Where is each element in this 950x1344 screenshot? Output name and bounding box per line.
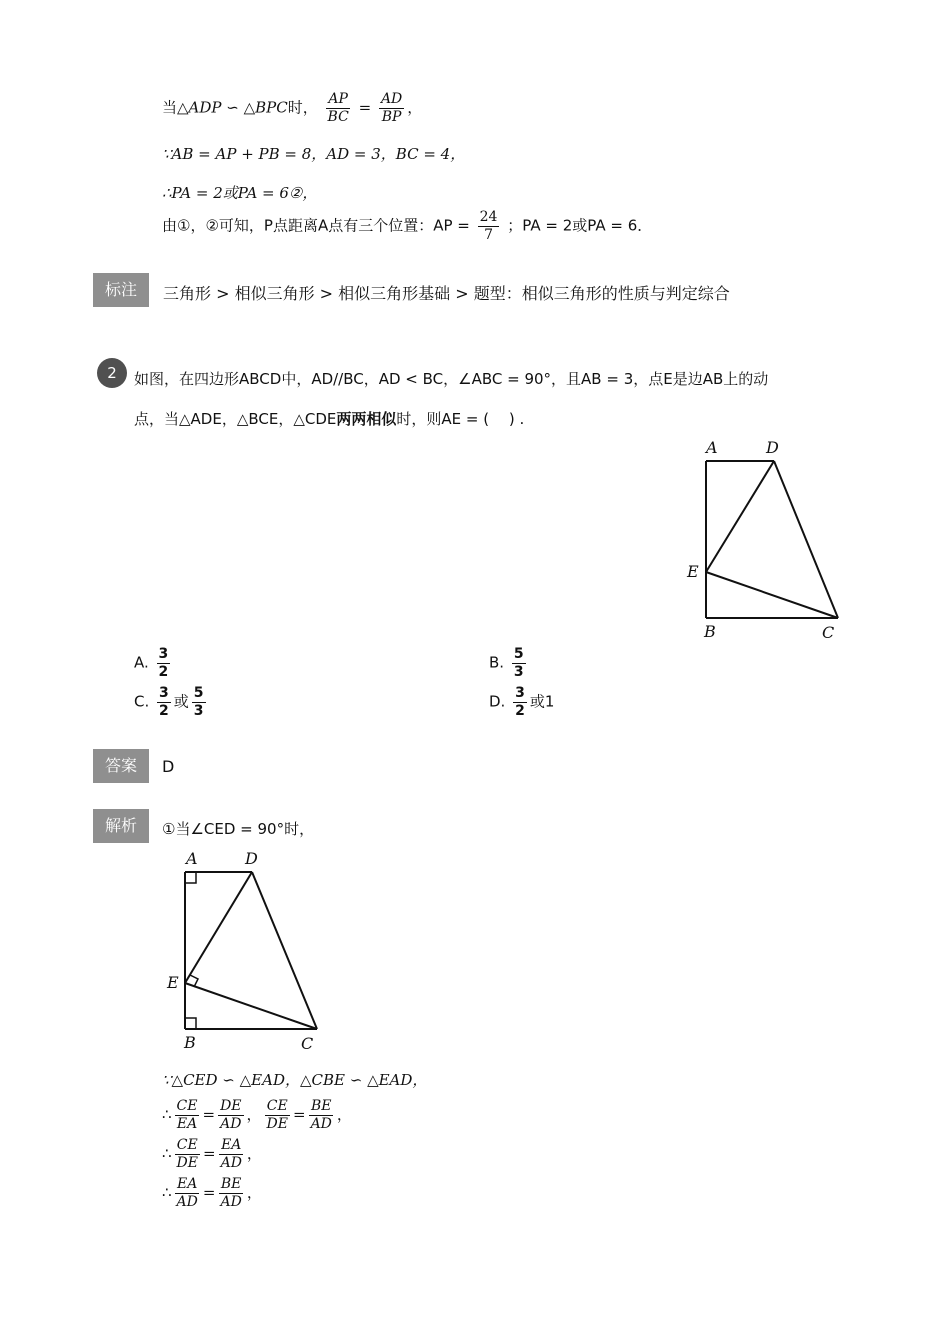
fraction-ap-bc <box>326 92 351 124</box>
segment-ed <box>706 461 774 572</box>
fraction <box>157 686 171 718</box>
joiner: 或 <box>173 692 189 711</box>
fraction <box>309 1099 334 1131</box>
numerator: DE <box>220 1098 242 1114</box>
numerator: BE <box>220 1176 242 1192</box>
text: 由①，②可知，P点距离A点有三个位置：AP = <box>162 216 470 235</box>
fraction <box>219 1138 244 1170</box>
denominator: AD <box>310 1115 332 1132</box>
option-letter: C. <box>134 692 150 711</box>
answer-tag: 答案 <box>93 749 149 783</box>
label-b: B <box>184 1033 196 1052</box>
equals: = <box>358 98 372 117</box>
analysis-step-4 <box>162 1177 262 1209</box>
separator: ， <box>246 1105 262 1124</box>
text: ， <box>407 98 423 117</box>
numerator: AP <box>328 91 348 107</box>
option-tail: 1 <box>544 692 555 711</box>
text: 当△ <box>162 98 189 117</box>
label-a: A <box>186 849 198 868</box>
option-a[interactable] <box>134 647 173 679</box>
numerator: EA <box>177 1176 198 1192</box>
numerator: AD <box>380 91 403 107</box>
denominator: AD <box>220 1115 242 1132</box>
denominator: BC <box>327 108 349 125</box>
numerator: 3 <box>515 685 525 701</box>
equals: = <box>202 1105 216 1124</box>
text: 时， <box>287 98 318 117</box>
right-angle-mark-a <box>185 872 196 883</box>
figure-analysis-right-angle <box>160 846 330 1058</box>
text: 点，当△ADE，△BCE，△CDE <box>134 410 337 428</box>
label-c: C <box>301 1034 314 1053</box>
fraction <box>513 686 527 718</box>
label-d: D <box>245 849 258 868</box>
denominator: EA <box>176 1115 198 1132</box>
triangle-adp: ADP <box>188 98 222 117</box>
option-letter: D. <box>489 692 506 711</box>
prev-line-4 <box>162 210 652 242</box>
text: ， <box>336 1105 352 1124</box>
note-tag: 标注 <box>93 273 149 307</box>
denominator: DE <box>176 1154 198 1171</box>
fraction <box>192 686 206 718</box>
denominator: 2 <box>159 702 169 719</box>
fraction <box>218 1177 243 1209</box>
segment-dc <box>774 461 838 618</box>
text: 时，则AE = ( ) . <box>396 410 525 428</box>
therefore: ∴ <box>162 1183 172 1202</box>
denominator: 3 <box>193 702 204 719</box>
fraction-24-7 <box>478 210 500 242</box>
numerator: CE <box>176 1137 198 1153</box>
numerator: 5 <box>193 685 204 701</box>
therefore: ∴ <box>162 1105 172 1124</box>
segment-dc <box>252 872 317 1029</box>
joiner: 或 <box>529 692 545 711</box>
text: ；PA = 2或PA = 6． <box>507 216 653 235</box>
denominator: 2 <box>515 702 525 719</box>
emphasis: 两两相似 <box>336 410 397 428</box>
numerator: CE <box>176 1098 198 1114</box>
label-e: E <box>687 562 699 581</box>
equals: = <box>292 1105 306 1124</box>
segment-ec <box>185 983 317 1029</box>
analysis-step-2 <box>162 1099 352 1131</box>
option-c[interactable] <box>134 686 209 718</box>
option-b[interactable] <box>489 647 529 679</box>
label-d: D <box>766 438 779 457</box>
equals: = <box>203 1144 216 1163</box>
figure-quadrilateral <box>676 434 856 646</box>
answer-value: D <box>162 757 175 776</box>
prev-line-3: ∴PA = 2或PA = 6②， <box>162 184 318 202</box>
therefore: ∴ <box>162 1144 172 1163</box>
fraction <box>265 1099 290 1131</box>
denominator: AD <box>220 1193 242 1210</box>
numerator: EA <box>221 1137 242 1153</box>
fraction <box>157 647 171 679</box>
right-angle-mark-b <box>185 1018 196 1029</box>
denominator: AD <box>176 1193 198 1210</box>
denominator: 2 <box>158 663 169 680</box>
option-letter: A. <box>134 653 149 672</box>
option-d[interactable] <box>489 686 554 718</box>
denominator: 3 <box>513 663 524 680</box>
label-a: A <box>706 438 718 457</box>
fraction <box>175 1099 200 1131</box>
option-letter: B. <box>489 653 505 672</box>
segment-ed <box>185 872 252 983</box>
note-path: 三角形 > 相似三角形 > 相似三角形基础 > 题型：相似三角形的性质与判定综合 <box>163 284 730 303</box>
analysis-step-1: ∵△CED ∽ △EAD，△CBE ∽ △EAD， <box>162 1071 428 1089</box>
question-number-badge: 2 <box>97 358 127 388</box>
segment-ec <box>706 572 838 618</box>
fraction <box>218 1099 243 1131</box>
fraction <box>175 1138 200 1170</box>
numerator: 5 <box>513 646 524 662</box>
triangle-bpc: BPC <box>255 98 288 117</box>
denominator: AD <box>220 1154 242 1171</box>
similar-sign: ∽ △ <box>221 98 256 117</box>
numerator: BE <box>310 1098 332 1114</box>
numerator: CE <box>266 1098 288 1114</box>
prev-line-2: ∵AB = AP + PB = 8，AD = 3，BC = 4， <box>162 145 466 163</box>
equals: = <box>202 1183 216 1202</box>
fraction-ad-bp <box>379 92 404 124</box>
numerator: 3 <box>158 646 169 662</box>
numerator: 3 <box>159 685 169 701</box>
label-e: E <box>167 973 179 992</box>
prev-line-1 <box>162 92 422 124</box>
denominator: BP <box>381 108 402 125</box>
analysis-case-1: ①当∠CED = 90°时， <box>162 820 315 838</box>
denominator: DE <box>266 1115 288 1132</box>
analysis-tag: 解析 <box>93 809 149 843</box>
label-b: B <box>704 622 716 641</box>
analysis-step-3 <box>162 1138 262 1170</box>
denominator: 7 <box>484 226 494 243</box>
label-c: C <box>822 623 835 642</box>
fraction <box>175 1177 200 1209</box>
fraction <box>512 647 526 679</box>
question-line-2 <box>134 408 524 429</box>
numerator: 24 <box>479 209 498 225</box>
question-line-1: 如图，在四边形ABCD中，AD//BC，AD < BC，∠ABC = 90°，且AB = 3，点E是边AB上的动 <box>134 370 769 388</box>
text: ， <box>246 1144 262 1163</box>
text: ， <box>246 1183 262 1202</box>
